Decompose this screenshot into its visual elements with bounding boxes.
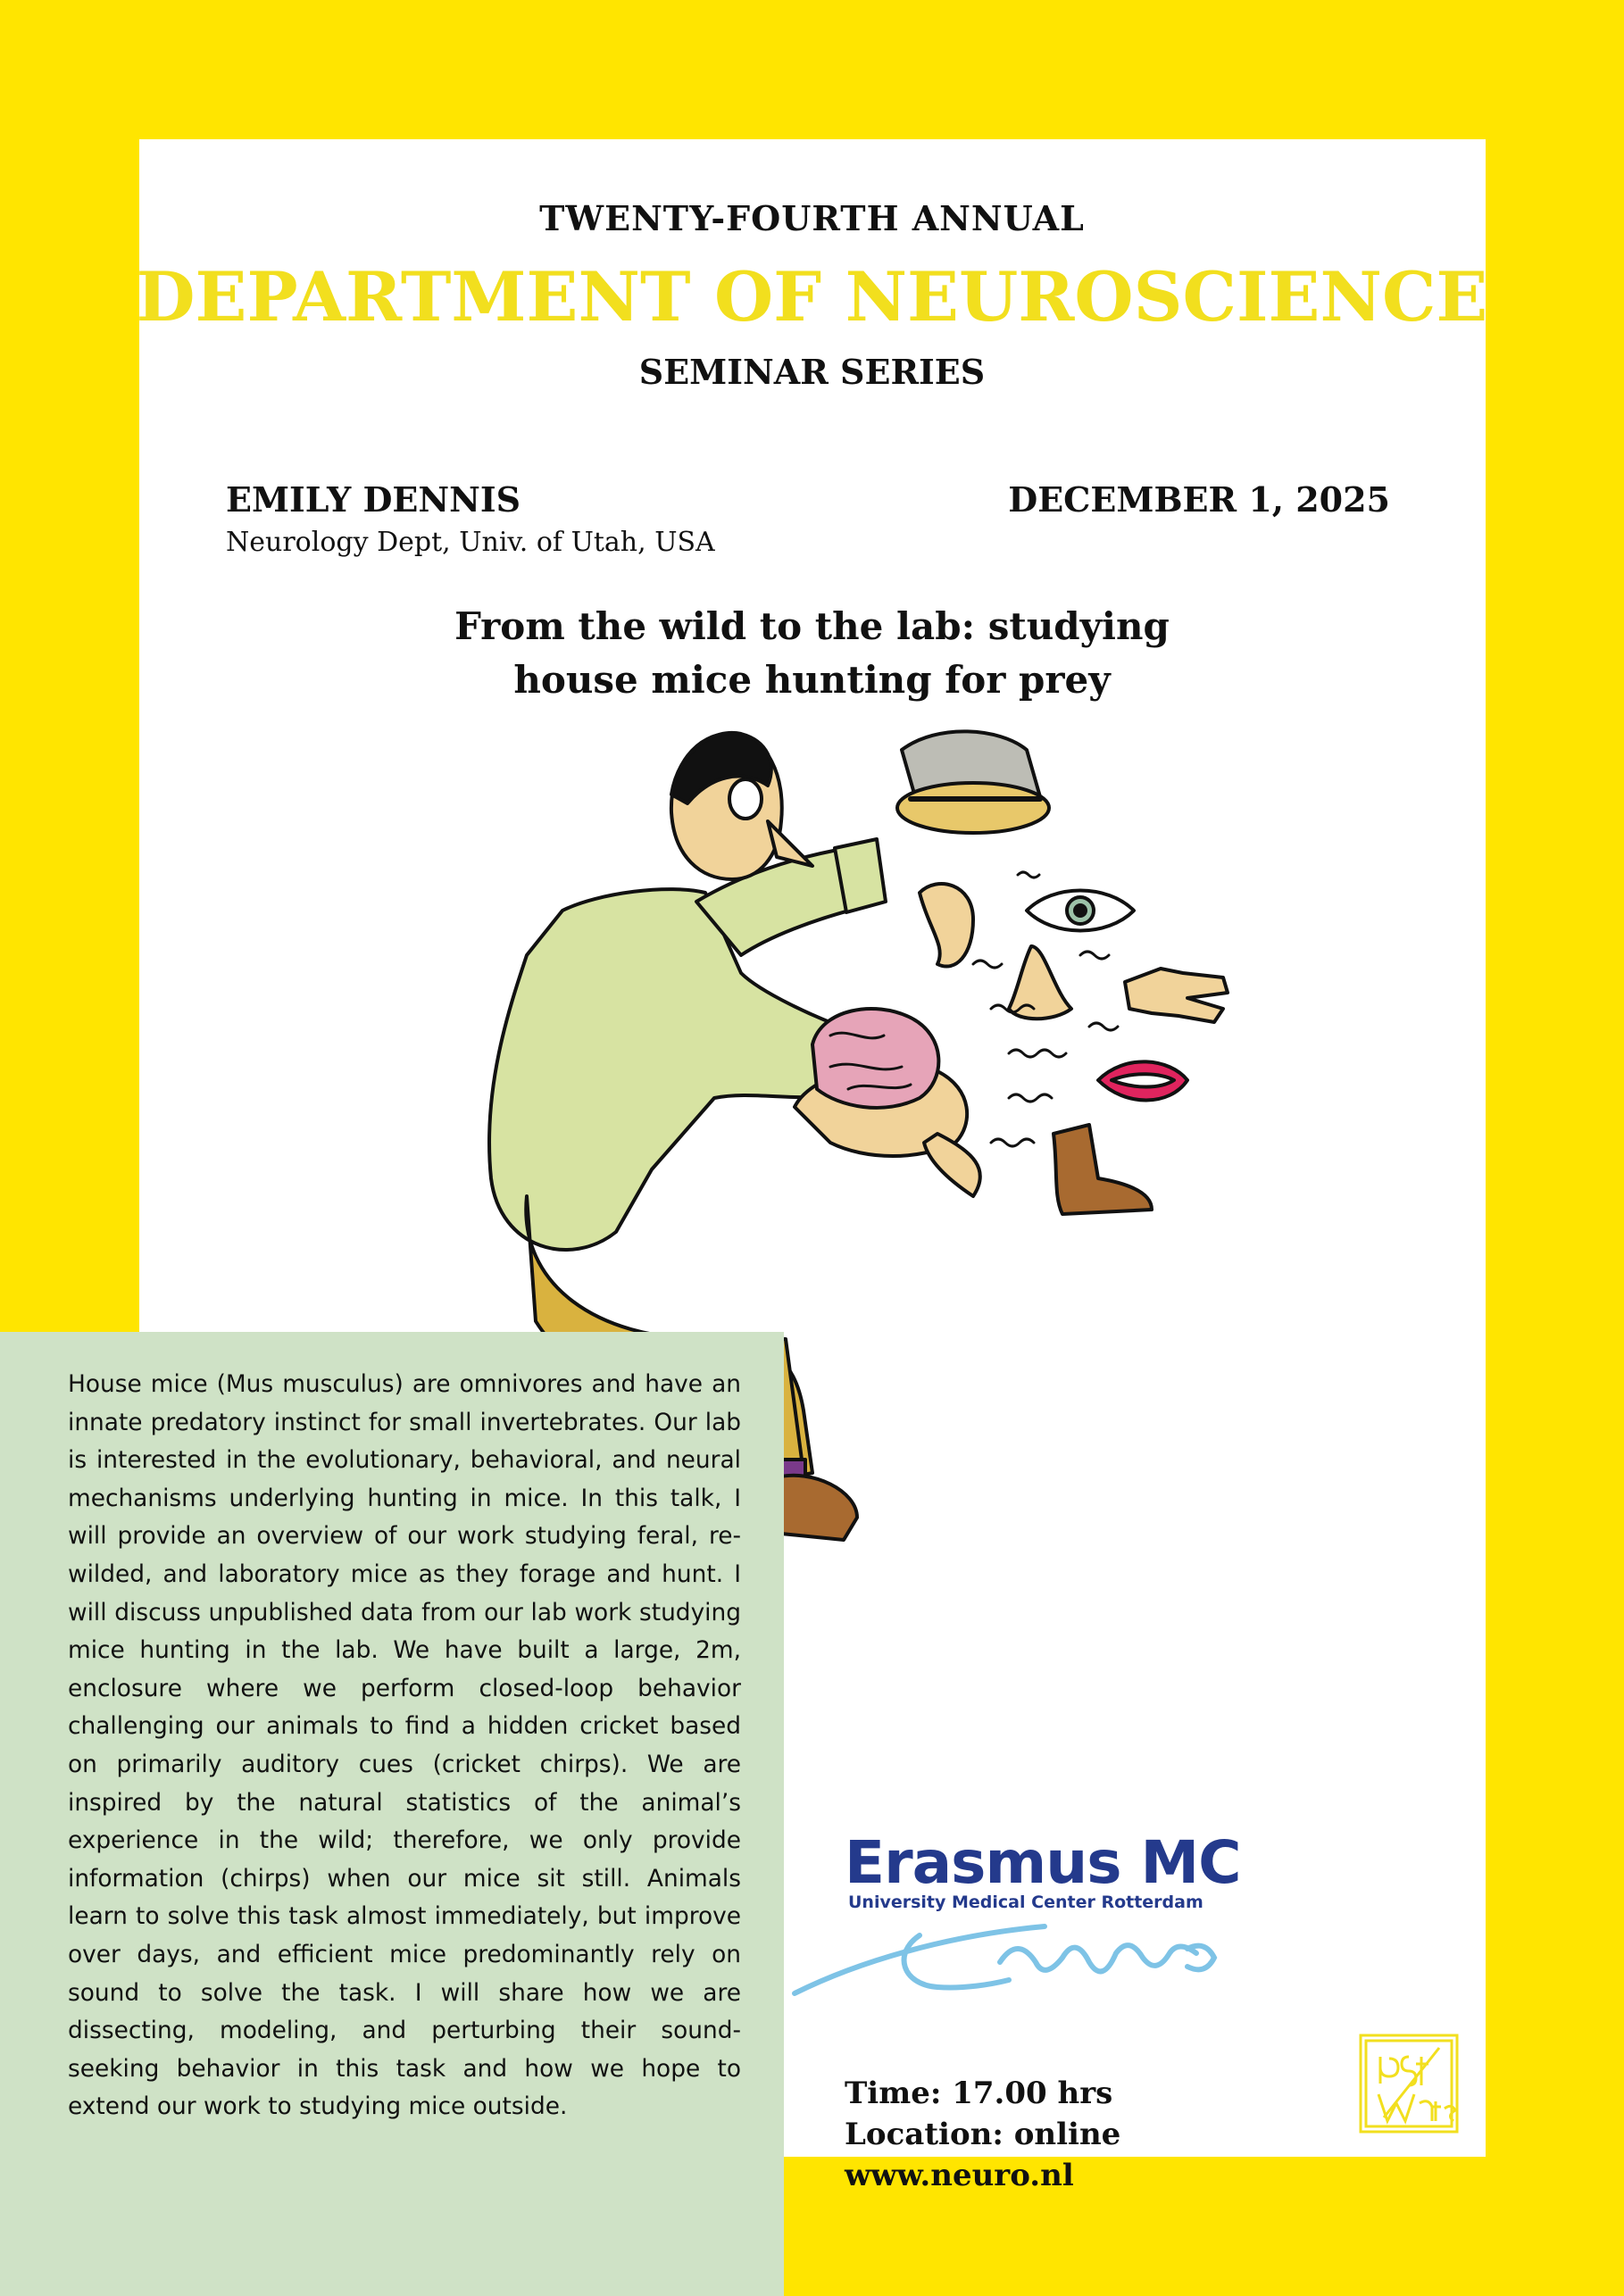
event-time: Time: 17.00 hrs <box>845 2076 1113 2111</box>
erasmus-mc-subtitle: University Medical Center Rotterdam <box>848 1893 1203 1912</box>
joost-swarte-stamp-logo <box>1357 2032 1461 2135</box>
speaker-name: EMILY DENNIS <box>226 479 521 520</box>
speaker-affiliation: Neurology Dept, Univ. of Utah, USA <box>226 527 715 558</box>
header-department: DEPARTMENT OF NEUROSCIENCE <box>136 257 1488 337</box>
erasmus-mc-logo: Erasmus MC <box>845 1828 1241 1897</box>
event-website-link[interactable]: www.neuro.nl <box>845 2158 1074 2193</box>
header-series: SEMINAR SERIES <box>638 352 986 392</box>
header-annual: TWENTY-FOURTH ANNUAL <box>539 198 1085 238</box>
event-info <box>845 2073 1120 2196</box>
talk-title-line-2: house mice hunting for prey <box>513 658 1111 702</box>
talk-title <box>0 600 1624 707</box>
erasmus-signature-logo <box>786 1909 1250 2007</box>
seminar-date: DECEMBER 1, 2025 <box>1008 479 1390 520</box>
event-location: Location: online <box>845 2117 1121 2152</box>
abstract-text: House mice (Mus musculus) are omnivores and have an innate predatory instinct for small invertebrates. Our lab is interested in the evolutionary, behavioral, and neural mechanisms underlying hunting in mice. In this talk, I will provide an overview of our work studying feral, re-wilded, and laboratory mice as they forage and hunt. I will discuss unpublished data from our lab work studying mice hunting in the lab. We have built a large, 2m, enclosure where we perform closed-loop behavior challenging our animals to find a hidden cricket based on primarily auditory cues (cricket chirps). We are inspired by the natural statistics of the animal’s experience in the wild; therefore, we only provide information (chirps) when our mice sit still. Animals learn to solve this task almost immediately, but improve over days, and efficient mice predominantly rely on sound to solve the task. I will share how we are dissecting, modeling, and perturbing their sound-seeking behavior in this task and how we hope to extend our work to studying mice outside. <box>68 1370 741 2121</box>
talk-title-line-1: From the wild to the lab: studying <box>454 604 1170 648</box>
